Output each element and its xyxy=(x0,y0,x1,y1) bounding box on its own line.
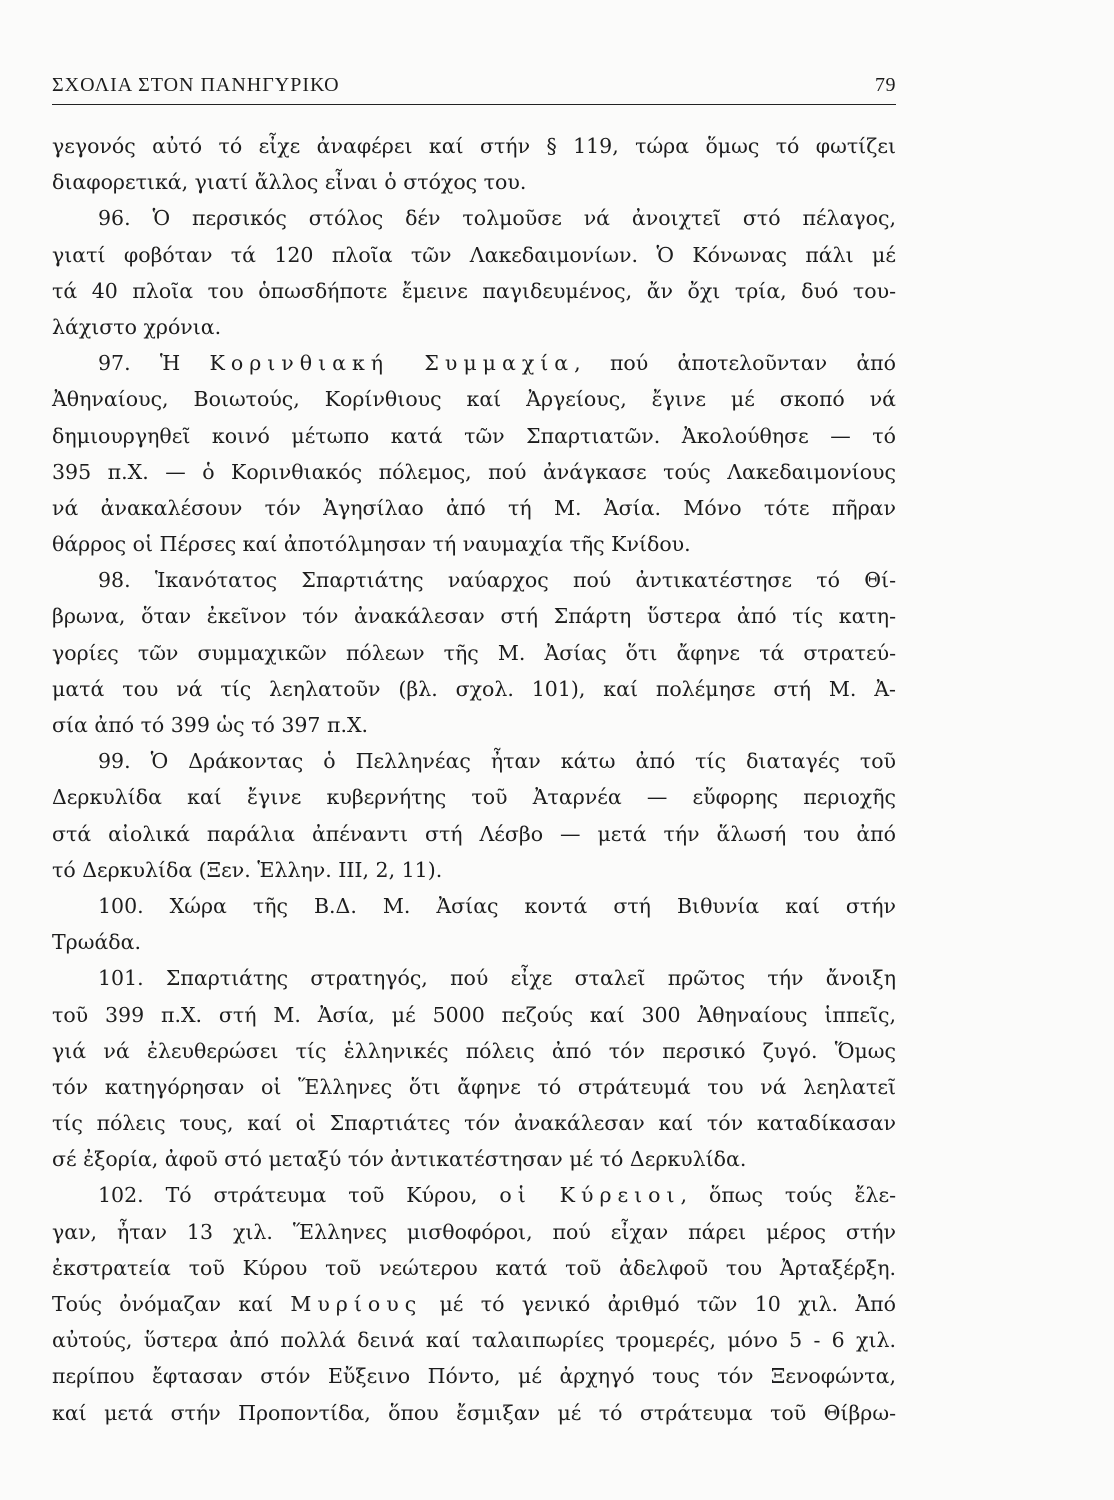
text-line: 100. Χώρα τῆς Β.Δ. Μ. Ἀσίας κοντά στή Βιθυνία καί στήν xyxy=(98,893,896,918)
text-line: αὐτούς, ὕστερα ἀπό πολλά δεινά καί ταλαιπωρίες τρομερές, μόνο 5 - 6 χιλ. xyxy=(52,1328,896,1353)
text-segment: , ὅπως τούς ἔλε- xyxy=(680,1183,897,1208)
text-segment: 97. Ἡ xyxy=(98,351,210,376)
text-line: καί μετά στήν Προποντίδα, ὅπου ἔσμιξαν μέ τό στράτευμα τοῦ Θίβρω- xyxy=(52,1400,896,1425)
text-line: γορίες τῶν συμμαχικῶν πόλεων τῆς Μ. Ἀσίας ὅτι ἄφηνε τά στρατεύ- xyxy=(52,640,896,665)
text-line: δημιουργηθεῖ κοινό μέτωπο κατά τῶν Σπαρτιατῶν. Ἀκολούθησε — τό xyxy=(52,423,896,448)
text-line: λάχιστο χρόνια. xyxy=(52,314,222,339)
text-line: Ἀθηναίους, Βοιωτούς, Κορίνθιους καί Ἀργείους, ἔγινε μέ σκοπό νά xyxy=(52,387,896,412)
text-line: 96. Ὁ περσικός στόλος δέν τολμοῦσε νά ἀνοιχτεῖ στό πέλαγος, xyxy=(98,206,896,231)
text-line: γιά νά ἐλευθερώσει τίς ἑλληνικές πόλεις ἀπό τόν περσικό ζυγό. Ὅμως xyxy=(52,1038,896,1063)
text-line: γεγονός αὐτό τό εἶχε ἀναφέρει καί στήν § 119, τώρα ὅμως τό φωτίζει xyxy=(52,134,896,158)
text-line: νά ἀνακαλέσουν τόν Ἀγησίλαο ἀπό τή Μ. Ἀσία. Μόνο τότε πῆραν xyxy=(52,495,896,520)
text-line: τίς πόλεις τους, καί οἱ Σπαρτιάτες τόν ἀνακάλεσαν καί τόν καταδίκασαν xyxy=(52,1111,896,1136)
text-line: γαν, ἦταν 13 χιλ. Ἕλληνες μισθοφόροι, πού εἶχαν πάρει μέρος στήν xyxy=(52,1219,896,1244)
spaced-emphasis: οἱ Κύρειοι xyxy=(499,1183,681,1208)
text-line: ἐκστρατεία τοῦ Κύρου τοῦ νεώτερου κατά τοῦ ἀδελφοῦ του Ἀρταξέρξη. xyxy=(52,1255,896,1280)
spaced-emphasis: Κορινθιακή Συμμαχία xyxy=(209,351,575,376)
running-head xyxy=(52,74,896,104)
text-line: γιατί φοβόταν τά 120 πλοῖα τῶν Λακεδαιμονίων. Ὁ Κόνωνας πάλι μέ xyxy=(52,242,896,267)
page-number: 79 xyxy=(875,74,896,96)
text-line: 98. Ἱκανότατος Σπαρτιάτης ναύαρχος πού ἀντικατέστησε τό Θί- xyxy=(98,568,896,593)
text-line: τά 40 πλοῖα του ὁπωσδήποτε ἔμεινε παγιδευμένος, ἄν ὄχι τρία, δυό του- xyxy=(52,278,896,303)
text-line: 395 π.Χ. — ὁ Κορινθιακός πόλεμος, πού ἀνάγκασε τούς Λακεδαιμονίους xyxy=(52,459,896,484)
text-line: στά αἰολικά παράλια ἀπέναντι στή Λέσβο — μετά τήν ἅλωσή του ἀπό xyxy=(52,821,896,846)
text-line: Τρωάδα. xyxy=(52,930,141,955)
text-segment: 102. Τό στράτευμα τοῦ Κύρου, xyxy=(98,1183,500,1208)
text-line: Δερκυλίδα καί ἔγινε κυβερνήτης τοῦ Ἀταρνέα — εὔφορης περιοχῆς xyxy=(52,785,896,810)
text-line xyxy=(52,1177,896,1213)
spaced-emphasis: Μυρίους xyxy=(290,1292,423,1316)
running-head-title: ΣΧΟΛΙΑ ΣΤΟΝ ΠΑΝΗΓΥΡΙΚΟ xyxy=(52,74,340,96)
text-line: βρωνα, ὅταν ἐκεῖνον τόν ἀνακάλεσαν στή Σπάρτη ὕστερα ἀπό τίς κατη- xyxy=(52,604,896,629)
text-line: τόν κατηγόρησαν οἱ Ἕλληνες ὅτι ἄφηνε τό στράτευμά του νά λεηλατεῖ xyxy=(52,1074,896,1099)
text-line: τό Δερκυλίδα (Ξεν. Ἑλλην. ΙΙΙ, 2, 11). xyxy=(52,857,443,882)
text-line xyxy=(52,1286,896,1322)
text-line: σία ἀπό τό 399 ὡς τό 397 π.Χ. xyxy=(52,713,369,737)
text-line: σέ ἐξορία, ἀφοῦ στό μεταξύ τόν ἀντικατέστησαν μέ τό Δερκυλίδα. xyxy=(52,1147,747,1172)
text-line xyxy=(52,345,896,381)
text-segment: , πού ἀποτελοῦνταν ἀπό xyxy=(574,351,896,376)
text-line: ματά του νά τίς λεηλατοῦν (βλ. σχολ. 101), καί πολέμησε στή Μ. Ἀ- xyxy=(52,676,896,701)
text-line: 99. Ὁ Δράκοντας ὁ Πελληνέας ἦταν κάτω ἀπό τίς διαταγές τοῦ xyxy=(98,749,896,774)
text-line: θάρρος οἱ Πέρσες καί ἀποτόλμησαν τή ναυμαχία τῆς Κνίδου. xyxy=(52,532,691,557)
text-line: περίπου ἔφτασαν στόν Εὔξεινο Πόντο, μέ ἀρχηγό τους τόν Ξενοφώντα, xyxy=(52,1364,896,1389)
text-line: διαφορετικά, γιατί ἄλλος εἶναι ὁ στόχος του. xyxy=(52,170,527,195)
text-segment: μέ τό γενικό ἀριθμό τῶν 10 χιλ. Ἀπό xyxy=(422,1292,896,1316)
body-text xyxy=(52,128,896,1431)
text-line: 101. Σπαρτιάτης στρατηγός, πού εἶχε σταλεῖ πρῶτος τήν ἄνοιξη xyxy=(98,966,896,991)
header-rule xyxy=(52,104,896,105)
text-segment: Τούς ὀνόμαζαν καί xyxy=(52,1292,291,1316)
text-line: τοῦ 399 π.Χ. στή Μ. Ἀσία, μέ 5000 πεζούς καί 300 Ἀθηναίους ἱππεῖς, xyxy=(52,1002,896,1027)
